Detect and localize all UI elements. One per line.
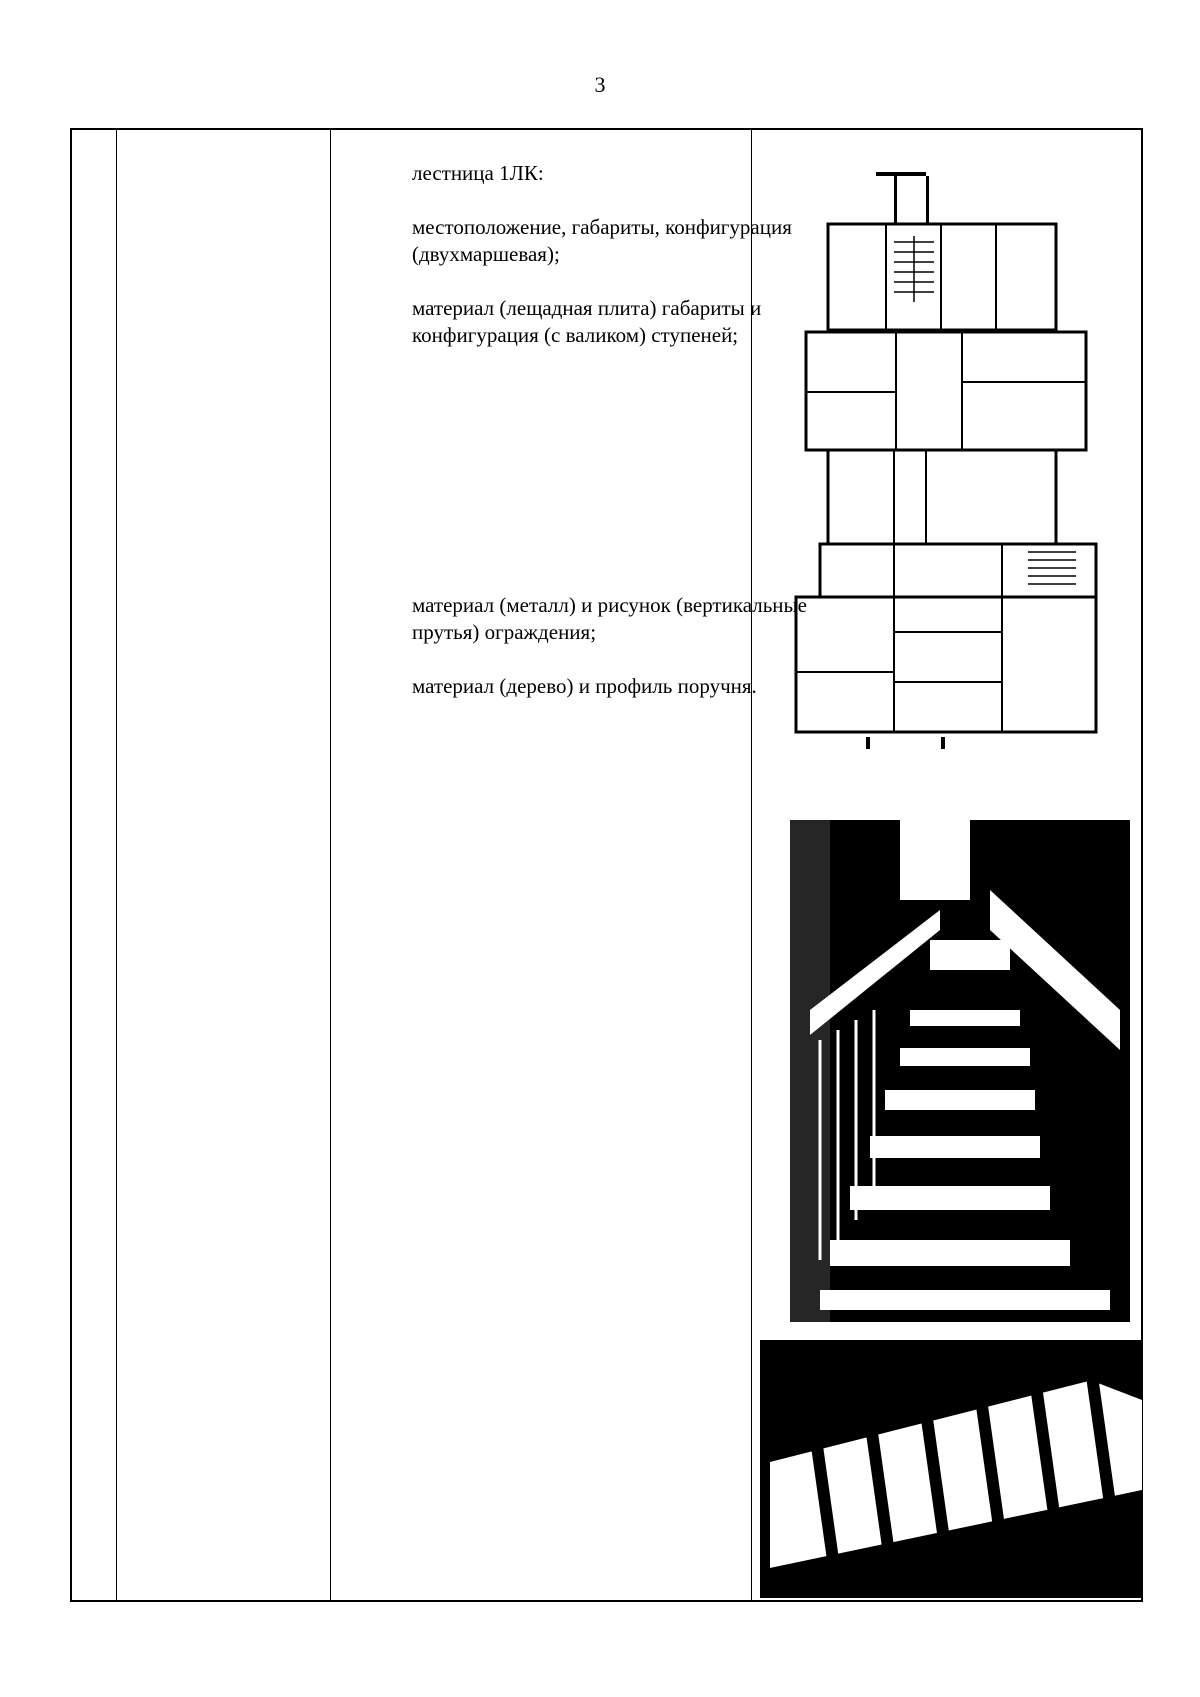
floor-plan-image <box>766 152 1138 772</box>
staircase-photo <box>790 820 1130 1322</box>
page-number: 3 <box>594 72 606 97</box>
paragraph-railing-material: материал (металл) и рисунок (вертикальные прутья) ограждения; <box>412 593 807 644</box>
description-cell <box>412 160 812 700</box>
paragraph-staircase-title: лестница 1ЛК: <box>412 161 544 185</box>
column-divider <box>330 130 331 1600</box>
column-divider <box>116 130 117 1600</box>
paragraph-location: местоположение, габариты, конфигурация (двухмаршевая); <box>412 215 792 266</box>
railing-photo <box>760 1340 1142 1598</box>
paragraph-handrail-material: материал (дерево) и профиль поручня. <box>412 674 757 698</box>
paragraph-steps-material: материал (лещадная плита) габариты и конфигурация (с валиком) ступеней; <box>412 296 762 347</box>
document-table <box>70 128 1143 1602</box>
